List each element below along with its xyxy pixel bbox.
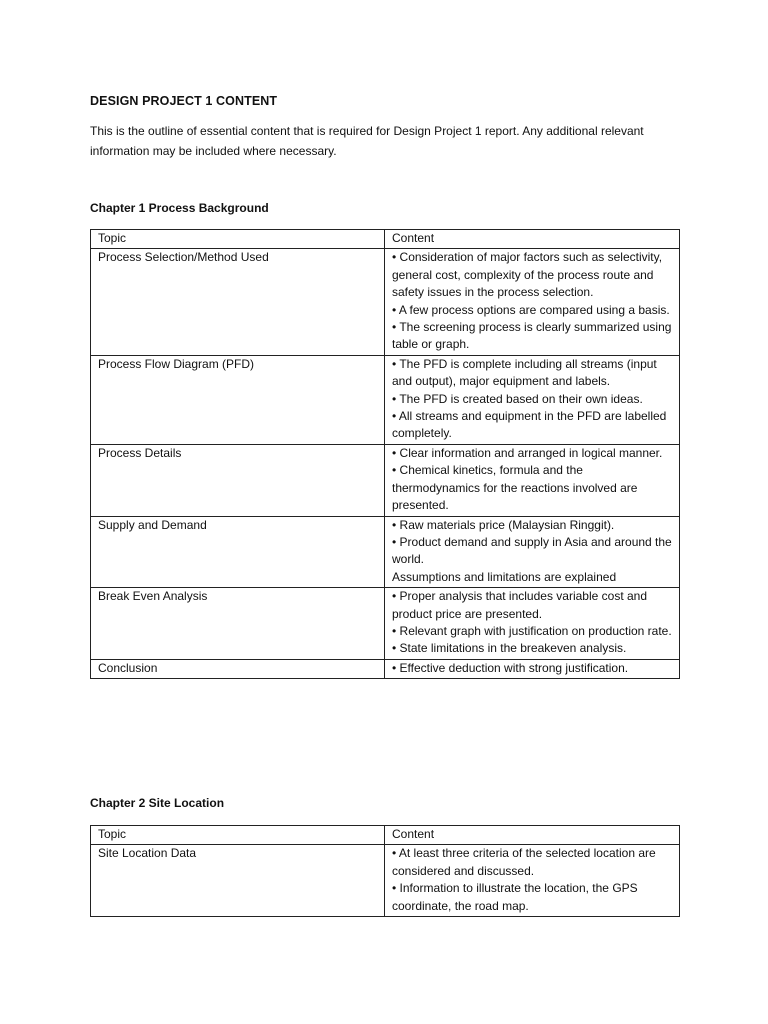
table-row	[91, 845, 680, 917]
header-content: Content	[385, 230, 680, 249]
content-line: • Clear information and arranged in logical manner.	[392, 445, 663, 460]
content-line: • Consideration of major factors such as selectivity, general cost, complexity of the process route and safety issues in the process selection.	[392, 250, 663, 300]
row-topic: Site Location Data	[91, 845, 385, 917]
chapter-1-heading: Chapter 1 Process Background	[90, 201, 269, 215]
row-topic: Process Flow Diagram (PFD)	[91, 355, 385, 444]
row-content	[385, 588, 680, 660]
chapter-1-table	[90, 229, 680, 679]
table-row	[91, 516, 680, 588]
header-topic: Topic	[91, 826, 385, 845]
content-line: • Relevant graph with justification on production rate.	[392, 623, 672, 638]
content-line: • Information to illustrate the location, the GPS coordinate, the road map.	[392, 881, 638, 913]
table-header-row	[91, 826, 680, 845]
document-title: DESIGN PROJECT 1 CONTENT	[90, 94, 278, 108]
row-topic: Break Even Analysis	[91, 588, 385, 660]
row-content	[385, 659, 680, 678]
row-topic: Conclusion	[91, 659, 385, 678]
row-topic: Process Details	[91, 444, 385, 516]
content-line: • All streams and equipment in the PFD are labelled completely.	[392, 409, 667, 441]
content-line: • A few process options are compared using a basis.	[392, 302, 670, 317]
content-line: • Chemical kinetics, formula and the thermodynamics for the reactions involved are presented.	[392, 463, 638, 513]
content-line: Assumptions and limitations are explained	[392, 569, 617, 584]
table-row	[91, 355, 680, 444]
table-header-row	[91, 230, 680, 249]
table-row	[91, 444, 680, 516]
table-row	[91, 249, 680, 355]
chapter-2-table	[90, 825, 680, 917]
content-line: • At least three criteria of the selected location are considered and discussed.	[392, 846, 656, 878]
row-topic: Process Selection/Method Used	[91, 249, 385, 355]
content-line: • Proper analysis that includes variable cost and product price are presented.	[392, 589, 648, 621]
content-line: • The screening process is clearly summarized using table or graph.	[392, 320, 672, 352]
content-line: • The PFD is complete including all streams (input and output), major equipment and labels.	[392, 356, 657, 389]
row-topic: Supply and Demand	[91, 516, 385, 588]
table-row	[91, 659, 680, 678]
row-content	[385, 845, 680, 917]
row-content	[385, 444, 680, 516]
table-row	[91, 588, 680, 660]
header-content: Content	[385, 826, 680, 845]
intro-paragraph: This is the outline of essential content that is required for Design Project 1 report. Any additional relevant information may be included where necessary.	[90, 124, 644, 158]
content-line: • Product demand and supply in Asia and around the world.	[392, 534, 672, 567]
content-line: • Effective deduction with strong justification.	[392, 660, 629, 675]
content-line: • State limitations in the breakeven analysis.	[392, 641, 627, 656]
row-content	[385, 516, 680, 588]
header-topic: Topic	[91, 230, 385, 249]
content-line: • Raw materials price (Malaysian Ringgit).	[392, 517, 615, 532]
row-content	[385, 249, 680, 355]
content-line: • The PFD is created based on their own ideas.	[392, 391, 643, 406]
chapter-2-heading: Chapter 2 Site Location	[90, 796, 225, 810]
row-content	[385, 355, 680, 444]
